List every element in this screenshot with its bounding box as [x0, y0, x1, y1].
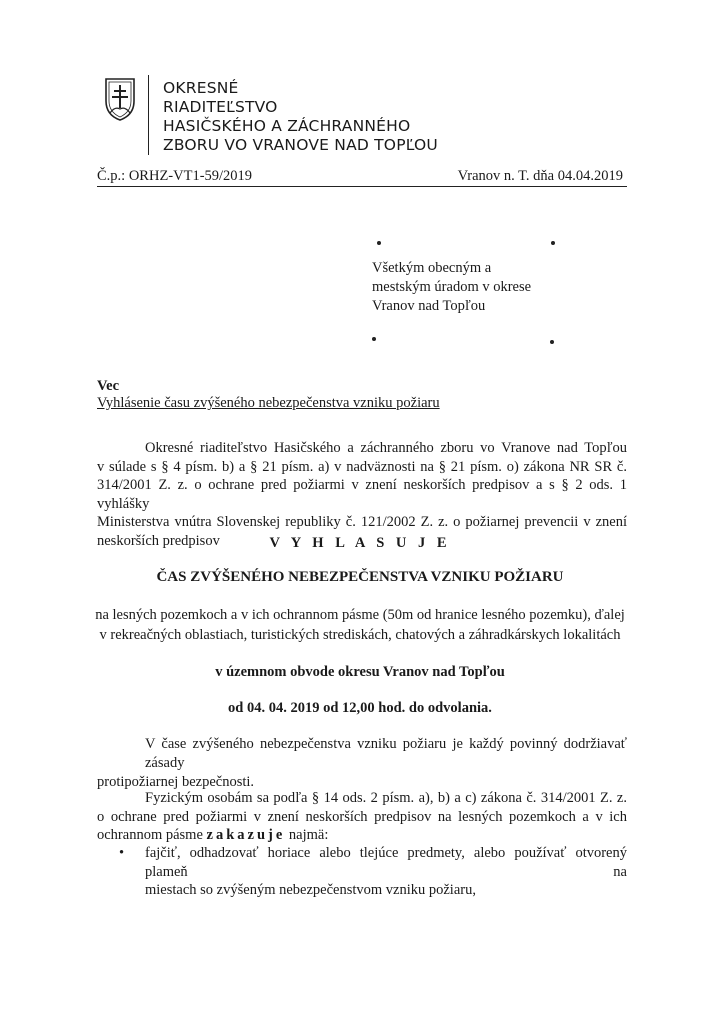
- persons-line: o ochrane pred požiarmi v znení neskorších predpisov na lesných pozemkoch a v ich: [97, 808, 627, 825]
- list-item-line: fajčiť, odhadzovať horiace alebo tlejúce predmety, alebo používať otvorený plameň na: [145, 845, 627, 880]
- persons-line-suffix: najmä:: [285, 827, 329, 843]
- org-line: OKRESNÉ: [163, 79, 239, 97]
- intro-line: Okresné riaditeľstvo Hasičského a záchranného zboru vo Vranove nad Topľou: [145, 440, 627, 456]
- addressee-block: [372, 259, 531, 316]
- address-corner-mark: [551, 241, 555, 245]
- addressee-line: Vranov nad Topľou: [372, 298, 486, 314]
- org-line: ZBORU VO VRANOVE NAD TOPĽOU: [163, 136, 438, 154]
- org-line: HASIČSKÉHO A ZÁCHRANNÉHO: [163, 117, 411, 135]
- prohibition-list-item: [97, 844, 627, 900]
- list-item-line: miestach so zvýšeným nebezpečenstvom vzniku požiaru,: [145, 882, 476, 898]
- persons-paragraph: [97, 789, 627, 845]
- obligation-paragraph: [97, 735, 627, 792]
- address-corner-mark: [372, 337, 376, 341]
- territory-text: v územnom obvode okresu Vranov nad Topľou: [215, 664, 505, 680]
- persons-line-prefix: ochrannom pásme: [97, 827, 207, 843]
- reference-number: Č.p.: ORHZ-VT1-59/2019: [97, 168, 253, 184]
- addressee-line: mestským úradom v okrese: [372, 279, 532, 295]
- prohibits-word: zakazuje: [206, 827, 286, 843]
- obligation-line: V čase zvýšeného nebezpečenstva vzniku požiaru je každý povinný dodržiavať zásady: [145, 736, 627, 771]
- scope-text: [60, 605, 660, 645]
- subject-text: Vyhlásenie času zvýšeného nebezpečenstva vzniku požiaru: [97, 395, 440, 411]
- declaration-title: ČAS ZVÝŠENÉHO NEBEZPEČENSTVA VZNIKU POŽIARU: [156, 569, 564, 585]
- org-line: RIADITEĽSTVO: [163, 98, 278, 116]
- bullet-icon: •: [119, 845, 125, 861]
- scope-line: na lesných pozemkoch a v ich ochrannom pásme (50m od hranice lesného pozemku), ďalej: [95, 607, 625, 623]
- persons-line: [97, 826, 627, 845]
- intro-line: 314/2001 Z. z. o ochrane pred požiarmi v znení neskorších predpisov a s § 2 ods. 1 vyhlášky: [97, 477, 627, 512]
- header-divider: [148, 75, 149, 155]
- persons-line: Fyzickým osobám sa podľa § 14 ods. 2 písm. a), b) a c) zákona č. 314/2001 Z. z.: [145, 790, 627, 806]
- addressee-line: Všetkým obecným a: [372, 260, 492, 276]
- intro-line: Ministerstva vnútra Slovenskej republiky č. 121/2002 Z. z. o požiarnej prevencii v znení: [97, 514, 627, 530]
- validity-period: od 04. 04. 2019 od 12,00 hod. do odvolania.: [228, 700, 492, 716]
- address-corner-mark: [550, 340, 554, 344]
- reference-divider: [97, 186, 627, 187]
- subject-label: Vec: [97, 378, 120, 394]
- document-date: Vranov n. T. dňa 04.04.2019: [457, 168, 623, 184]
- slovak-coat-of-arms-icon: [103, 75, 137, 123]
- scope-line: v rekreačných oblastiach, turistických strediskách, chatových a záhradkárskych lokalitách: [99, 627, 621, 643]
- obligation-line: protipožiarnej bezpečnosti.: [97, 774, 255, 790]
- address-corner-mark: [377, 241, 381, 245]
- declares-heading: V Y H L A S U J E: [269, 535, 451, 551]
- intro-paragraph: [97, 439, 627, 550]
- intro-line: neskorších predpisov: [97, 532, 220, 549]
- organization-name: [163, 79, 438, 155]
- intro-line: v súlade s § 4 písm. b) a § 21 písm. a) v nadväznosti na § 21 písm. o) zákona NR SR č.: [97, 458, 627, 475]
